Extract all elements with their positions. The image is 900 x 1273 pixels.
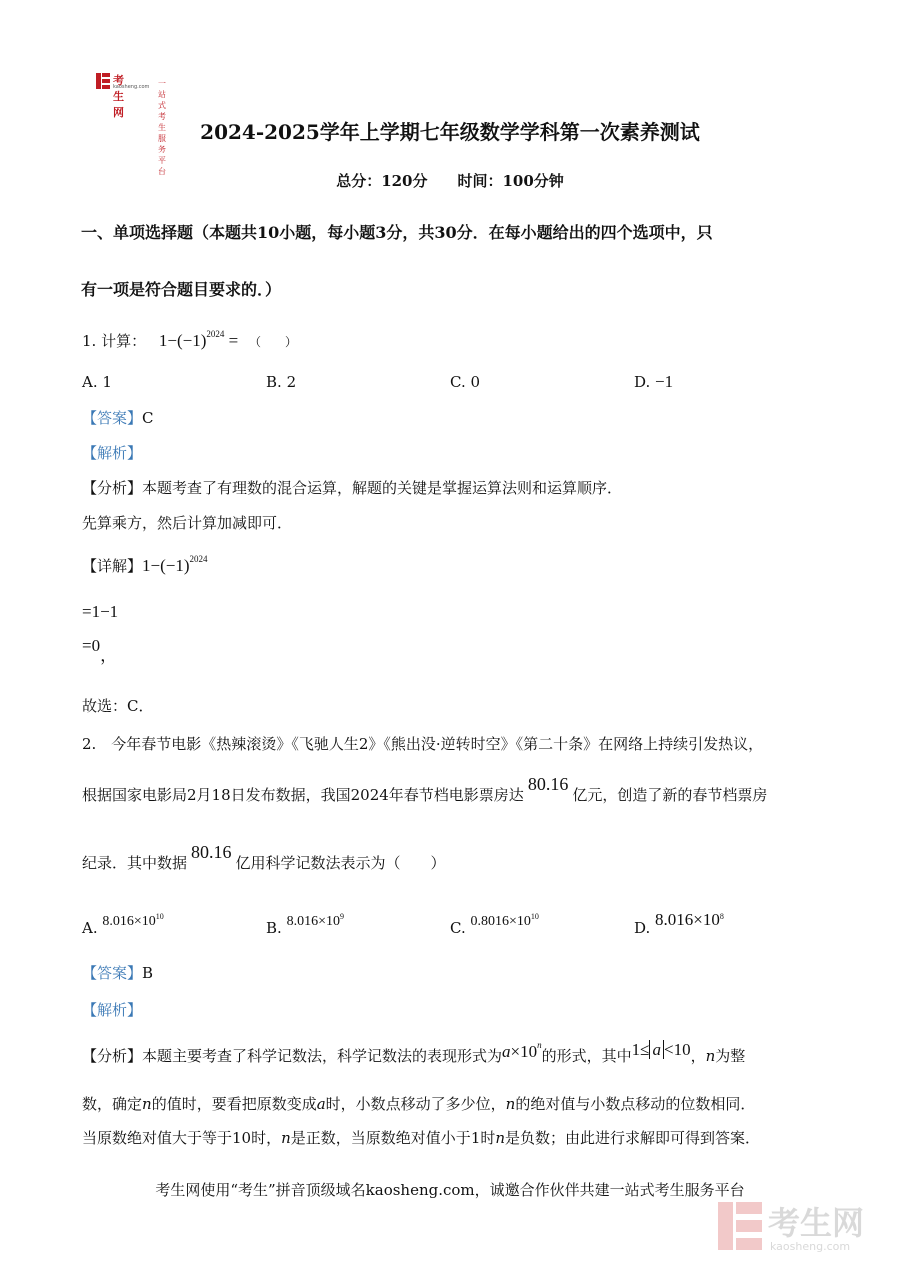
- q1-option-d[interactable]: D. −1: [634, 372, 674, 391]
- q1-step-2: =0，: [82, 636, 118, 665]
- watermark-name: 考生网: [768, 1204, 865, 1242]
- q2-jiexi-tag: 【解析】: [82, 1001, 143, 1019]
- q2-stem-line2: 根据国家电影局2月18日发布数据，我国2024年春节档电影票房达80.16亿元，创造了新的春节档票房: [82, 774, 768, 804]
- watermark-domain: kaosheng.com: [770, 1240, 851, 1253]
- logo-domain: kaosheng.com: [113, 84, 150, 90]
- page-footer: 考生网使用“考生”拼音顶级域名kaosheng.com，诚邀合作伙伴共建一站式考生服务平台: [155, 1181, 745, 1199]
- q1-step-1: =1−1: [82, 602, 119, 621]
- q1-label: 1. 计算：: [82, 332, 147, 350]
- q2-option-c[interactable]: C. $0.8016\times 10^{10}$: [450, 912, 539, 937]
- q1-option-c[interactable]: C. 0: [450, 373, 481, 391]
- q1-detail: 【详解】$1-(-1)^{2024}$: [82, 554, 208, 575]
- q1-analysis-2: 先算乘方，然后计算加减即可．: [82, 514, 293, 532]
- section-header-line2: 有一项是符合题目要求的．）: [81, 280, 282, 299]
- q2-answer: 【答案】B: [82, 964, 154, 982]
- page-subtitle: 总分：120分 时间：100分钟: [336, 172, 564, 190]
- q2-stem-line3: 纪录．其中数据80.16亿用科学记数法表示为（ ）: [82, 842, 446, 872]
- q1-option-a[interactable]: A. 1: [82, 373, 112, 391]
- logo-slogan: 一站式考生服务平台: [158, 79, 166, 176]
- section-header-line1: 一、单项选择题（本题共10小题，每小题3分，共30分．在每小题给出的四个选项中，只: [81, 223, 713, 242]
- watermark-logo-icon: [718, 1202, 762, 1250]
- q2-stem-line1: 2. 今年春节电影《热辣滚烫》《飞驰人生2》《熊出没·逆转时空》《第二十条》在网络上持续引发热议，: [82, 735, 764, 753]
- answer-tag: 【答案】: [82, 409, 143, 427]
- page-title: 2024-2025学年上学期七年级数学学科第一次素养测试: [200, 120, 700, 144]
- q1-stem: [82, 331, 297, 353]
- q2-analysis-line3: 当原数绝对值大于等于10时，n是正数，当原数绝对值小于1时n是负数；由此进行求解即可得到答案．: [82, 1129, 761, 1147]
- q2-option-d[interactable]: D. $8.016\times 10^8$: [634, 910, 724, 937]
- q2-option-a[interactable]: A. $8.016\times 10^{10}$: [82, 912, 164, 937]
- q1-option-b[interactable]: B. 2: [266, 373, 297, 391]
- q2-analysis-line2: 数，确定n的值时，要看把原数变成a时，小数点移动了多少位，n的绝对值与小数点移动的位数相同．: [82, 1095, 756, 1113]
- q2-option-b[interactable]: B. $8.016\times 10^9$: [266, 912, 344, 937]
- q1-jiexi-tag: 【解析】: [82, 444, 143, 462]
- q1-expression: $1-(-1)^{2024}$ =: [158, 329, 239, 350]
- logo-name: 考生网: [113, 74, 124, 119]
- q1-answer: 【答案】C: [82, 409, 154, 427]
- q1-analysis: 【分析】本题考查了有理数的混合运算，解题的关键是掌握运算法则和运算顺序．: [82, 479, 623, 497]
- q2-analysis-line1: 【分析】本题主要考查了科学记数法，科学记数法的表现形式为$a\times 10^n$的形式，其中1≤ a <10，n为整: [82, 1040, 746, 1065]
- logo-icon: [96, 73, 110, 89]
- q1-conclusion: 故选：C．: [82, 697, 154, 715]
- watermark: [718, 1196, 880, 1258]
- q1-paren: （ ）: [249, 335, 298, 349]
